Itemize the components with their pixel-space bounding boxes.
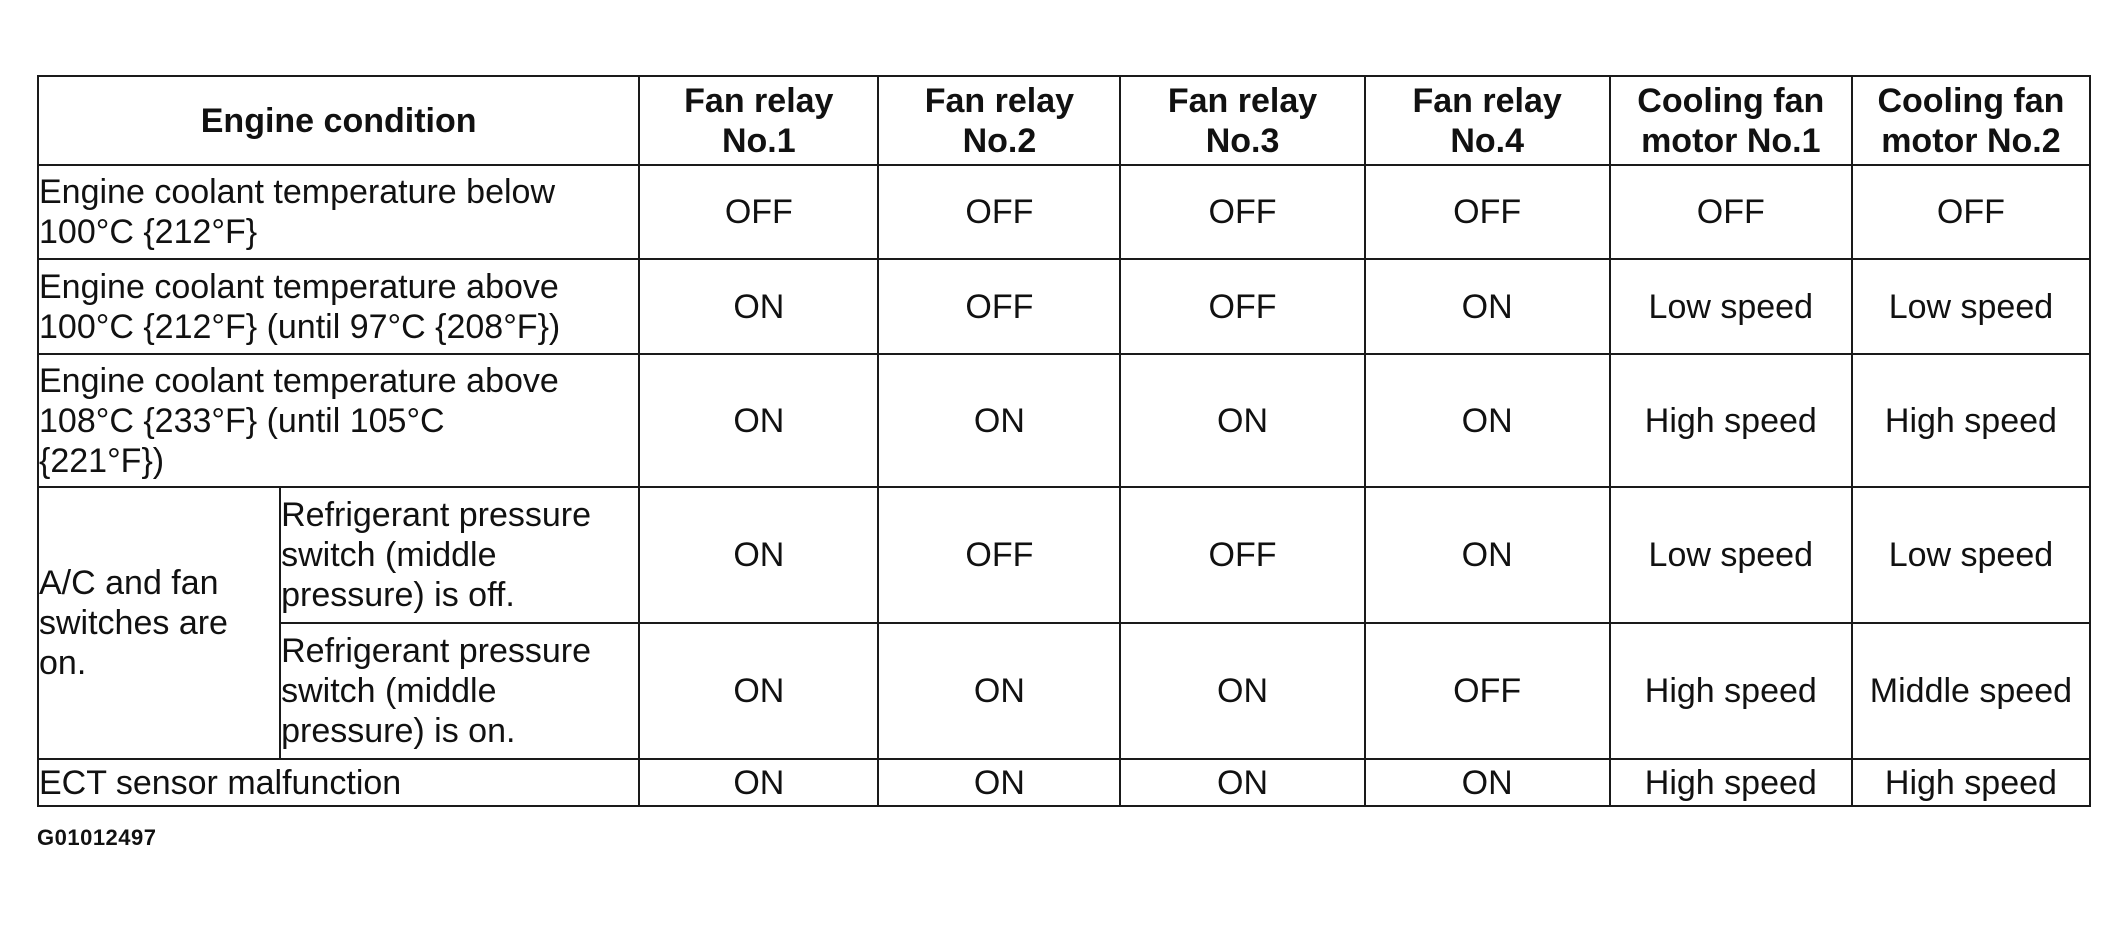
table-row bbox=[38, 623, 2090, 759]
condition-cell: Refrigerant pressure switch (middle pressure) is on. bbox=[280, 623, 639, 759]
header-fan-relay-2: Fan relay No.2 bbox=[878, 76, 1120, 165]
header-engine-condition: Engine condition bbox=[38, 76, 639, 165]
table-row bbox=[38, 759, 2090, 806]
fan-relay-4-cell: ON bbox=[1365, 259, 1610, 354]
fan-relay-3-cell: OFF bbox=[1120, 487, 1364, 623]
condition-cell: Engine coolant temperature below 100°C {212°F} bbox=[38, 165, 639, 259]
header-fan-relay-3: Fan relay No.3 bbox=[1120, 76, 1364, 165]
fan-motor-2-cell: Middle speed bbox=[1852, 623, 2090, 759]
fan-motor-1-cell: High speed bbox=[1610, 623, 1852, 759]
table-row bbox=[38, 487, 2090, 623]
fan-relay-3-cell: ON bbox=[1120, 354, 1364, 487]
fan-relay-2-cell: OFF bbox=[878, 259, 1120, 354]
fan-motor-2-cell: OFF bbox=[1852, 165, 2090, 259]
header-row bbox=[38, 76, 2090, 165]
fan-motor-1-cell: High speed bbox=[1610, 759, 1852, 806]
fan-motor-1-cell: Low speed bbox=[1610, 487, 1852, 623]
condition-cell: Engine coolant temperature above 108°C {233°F} (until 105°C {221°F}) bbox=[38, 354, 639, 487]
fan-relay-4-cell: OFF bbox=[1365, 165, 1610, 259]
fan-relay-1-cell: ON bbox=[639, 759, 878, 806]
table-row bbox=[38, 354, 2090, 487]
fan-motor-1-cell: Low speed bbox=[1610, 259, 1852, 354]
fan-relay-1-cell: ON bbox=[639, 487, 878, 623]
fan-relay-2-cell: ON bbox=[878, 354, 1120, 487]
fan-control-table bbox=[37, 75, 2091, 807]
condition-cell: ECT sensor malfunction bbox=[38, 759, 639, 806]
fan-relay-1-cell: ON bbox=[639, 623, 878, 759]
fan-motor-2-cell: Low speed bbox=[1852, 487, 2090, 623]
ac-group-cell: A/C and fan switches are on. bbox=[38, 487, 280, 759]
fan-motor-1-cell: High speed bbox=[1610, 354, 1852, 487]
fan-relay-4-cell: ON bbox=[1365, 759, 1610, 806]
fan-relay-4-cell: OFF bbox=[1365, 623, 1610, 759]
condition-cell: Engine coolant temperature above 100°C {212°F} (until 97°C {208°F}) bbox=[38, 259, 639, 354]
fan-relay-3-cell: OFF bbox=[1120, 165, 1364, 259]
header-fan-relay-4: Fan relay No.4 bbox=[1365, 76, 1610, 165]
fan-relay-3-cell: ON bbox=[1120, 759, 1364, 806]
fan-relay-1-cell: OFF bbox=[639, 165, 878, 259]
figure-code: G01012497 bbox=[37, 825, 157, 850]
fan-motor-2-cell: High speed bbox=[1852, 354, 2090, 487]
fan-relay-1-cell: ON bbox=[639, 259, 878, 354]
fan-motor-2-cell: High speed bbox=[1852, 759, 2090, 806]
table-row bbox=[38, 165, 2090, 259]
fan-relay-3-cell: OFF bbox=[1120, 259, 1364, 354]
fan-relay-3-cell: ON bbox=[1120, 623, 1364, 759]
fan-relay-4-cell: ON bbox=[1365, 487, 1610, 623]
fan-relay-2-cell: OFF bbox=[878, 487, 1120, 623]
header-cooling-fan-motor-1: Cooling fan motor No.1 bbox=[1610, 76, 1852, 165]
fan-relay-2-cell: ON bbox=[878, 759, 1120, 806]
fan-relay-2-cell: ON bbox=[878, 623, 1120, 759]
fan-relay-2-cell: OFF bbox=[878, 165, 1120, 259]
header-cooling-fan-motor-2: Cooling fan motor No.2 bbox=[1852, 76, 2090, 165]
fan-relay-4-cell: ON bbox=[1365, 354, 1610, 487]
header-fan-relay-1: Fan relay No.1 bbox=[639, 76, 878, 165]
table-row bbox=[38, 259, 2090, 354]
fan-relay-1-cell: ON bbox=[639, 354, 878, 487]
fan-motor-2-cell: Low speed bbox=[1852, 259, 2090, 354]
fan-motor-1-cell: OFF bbox=[1610, 165, 1852, 259]
condition-cell: Refrigerant pressure switch (middle pressure) is off. bbox=[280, 487, 639, 623]
